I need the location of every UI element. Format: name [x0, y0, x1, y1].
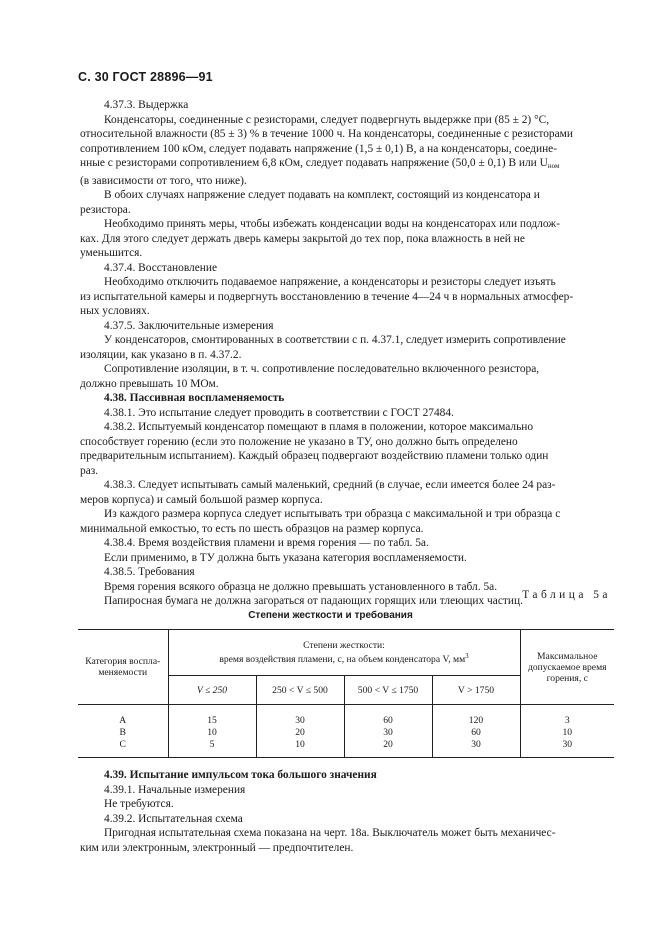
subheader-label: V > 1750 — [457, 684, 495, 696]
table-cell: 30 — [344, 727, 432, 739]
table-cell: 10 — [562, 727, 573, 739]
paragraph — [80, 507, 616, 536]
table-row — [78, 739, 614, 758]
section-title-4-39: 4.39. Испытание импульсом тока большого значения — [104, 769, 377, 781]
paragraph — [80, 333, 616, 362]
table-row — [78, 727, 614, 739]
table-cell: А — [78, 705, 168, 728]
text-line: ким или электронным, электронный — предпочтителен. — [80, 841, 354, 854]
text-line: резистора. — [80, 203, 131, 216]
text-line: минимальной емкостью, то есть по шесть образцов на размер корпуса. — [80, 522, 424, 535]
table-cell: С — [78, 739, 168, 758]
subheader-label: 500 < V ≤ 1750 — [357, 684, 419, 696]
text-line: из испытательной камеры и подвергнуть восстановлению в течение 4—24 ч в нормальных атмосфер- — [80, 290, 574, 303]
table-cell: 20 — [344, 739, 432, 758]
page-header: С. 30 ГОСТ 28896—91 — [78, 70, 213, 84]
text-line: предварительным испытанием). Каждый образец подвергают воздействию пламени только один — [80, 450, 549, 462]
text-line: способствует горению (если это положение не указано в ТУ, оно должно быть определено — [80, 435, 518, 448]
table-cell: 60 — [432, 727, 520, 739]
table-cell: 30 — [432, 739, 520, 758]
table-header-category: Категория воспла-меняемости — [78, 630, 168, 705]
text-line: меров корпуса) и самый большой размер корпуса. — [80, 493, 323, 506]
text-line: ных условиях. — [80, 305, 150, 317]
paragraph — [80, 478, 616, 507]
section-title-4-37-4: 4.37.4. Восстановление — [104, 261, 218, 274]
paragraph: 4.39.2. Испытательная схема — [104, 812, 243, 825]
main-text — [80, 98, 616, 609]
header-line: время воздействия пламени, с, на объем конденсатора V, мм — [219, 654, 466, 666]
text-line — [80, 156, 616, 174]
text-line: должно превышать 10 МОм. — [80, 377, 219, 390]
paragraph — [80, 217, 616, 261]
paragraph: Время горения всякого образца не должно превышать установленного в табл. 5а. — [104, 580, 498, 593]
section-title-4-38: 4.38. Пассивная воспламеняемость — [104, 392, 285, 404]
text-line: Необходимо принять меры, чтобы избежать конденсации воды на конденсаторах или подлож- — [104, 218, 560, 230]
text-line: 4.38.3. Следует испытывать самый маленький, средний (в случае, если имеется более 24 раз- — [104, 479, 556, 491]
paragraph: 4.38.4. Время воздействия пламени и время горения — по табл. 5а. — [104, 537, 429, 549]
header-line: Степени жесткости: — [303, 640, 385, 651]
text-line: У конденсаторов, смонтированных в соответствии с п. 4.37.1, следует измерить сопротивление — [104, 334, 566, 346]
text-line: ках. Для этого следует держать дверь камеры закрытой до тех пор, пока влажность в ней не — [80, 232, 525, 245]
table-subheader — [256, 676, 344, 705]
text-line: Сопротивление изоляции, в т. ч. сопротивление последовательно включенного резистора, — [104, 363, 540, 375]
table-header-row — [78, 630, 614, 676]
text-line: сопротивлением 100 кОм, следует подавать напряжение (1,5 ± 0,1) В, а на конденсаторы, соедине- — [80, 142, 558, 155]
paragraph — [80, 420, 616, 478]
paragraph — [80, 188, 616, 217]
table-cell: 5 — [168, 739, 256, 758]
table-caption: Таблица 5а — [522, 589, 611, 601]
table-header-max-time: Максимальное допускаемое время горения, с — [520, 630, 614, 705]
table-subheader — [344, 676, 432, 705]
text-line: Конденсаторы, соединенные с резисторами, следует подвергнуть выдержке при (85 ± 2) °С, — [104, 113, 550, 126]
paragraph — [80, 362, 616, 391]
text-line: 4.38.2. Испытуемый конденсатор помещают в пламя в положении, которое максимально — [104, 421, 534, 433]
text-line: Пригодная испытательная схема показана на черт. 18а. Выключатель может быть механичес- — [104, 827, 556, 839]
text-line: изоляции, как указано в п. 4.37.2. — [80, 348, 242, 361]
paragraph: Папиросная бумага не должна загораться от падающих горящих или тлеющих частиц. — [104, 595, 523, 607]
text-line: относительной влажности (85 ± 3) % в течение 1000 ч. На конденсаторы, соединенные с резисторами — [80, 128, 573, 140]
subheader-label: V ≤ 250 — [196, 684, 228, 696]
table-cell: В — [78, 727, 168, 739]
paragraph: Не требуются. — [104, 798, 174, 810]
lower-text — [80, 768, 616, 855]
table-cell: 20 — [256, 727, 344, 739]
text-fragment: нные с резисторами сопротивлением 6,8 кОм, следует подавать напряжение (50,0 ± 0,1) В или U — [80, 157, 548, 169]
table-cell: 15 — [168, 705, 256, 728]
table-cell: 120 — [432, 705, 520, 728]
text-line: раз. — [80, 464, 99, 477]
text-line: Необходимо отключить подаваемое напряжение, а конденсаторы и резисторы следует изъять — [104, 276, 556, 288]
table-row — [78, 705, 614, 728]
table-cell: 60 — [344, 705, 432, 728]
u-subscript: ном — [547, 162, 560, 170]
section-title-4-37-3: 4.37.3. Выдержка — [104, 99, 189, 111]
table-cell: 30 — [520, 739, 614, 758]
paragraph: 4.38.1. Это испытание следует проводить в соответствии с ГОСТ 27484. — [104, 406, 454, 419]
severity-table — [78, 629, 614, 758]
table-subheader — [432, 676, 520, 705]
table-title: Степени жесткости и требования — [248, 610, 413, 621]
paragraph: 4.38.5. Требования — [104, 566, 195, 578]
paragraph — [80, 826, 616, 855]
subheader-label: 250 < V ≤ 500 — [272, 684, 328, 696]
text-line: (в зависимости от того, что ниже). — [80, 174, 247, 187]
table-cell: 10 — [168, 727, 256, 739]
paragraph: 4.39.1. Начальные измерения — [104, 783, 246, 796]
paragraph-exposure — [80, 113, 616, 189]
paragraph: Если применимо, в ТУ должна быть указана категория воспламеняемости. — [104, 551, 467, 564]
text-line: В обоих случаях напряжение следует подавать на комплект, состоящий из конденсатора и — [104, 189, 540, 201]
text-line: уменьшится. — [80, 247, 143, 259]
paragraph — [80, 275, 616, 319]
table-cell: 30 — [256, 705, 344, 728]
table-header-severity — [168, 630, 520, 676]
section-title-4-37-5: 4.37.5. Заключительные измерения — [104, 319, 274, 332]
header-superscript: 3 — [465, 652, 469, 660]
table-cell: 3 — [564, 715, 570, 727]
text-line: Из каждого размера корпуса следует испытывать три образца с максимальной и три образца с — [104, 508, 561, 520]
table-subheader — [168, 676, 256, 705]
table-cell: 10 — [256, 739, 344, 758]
